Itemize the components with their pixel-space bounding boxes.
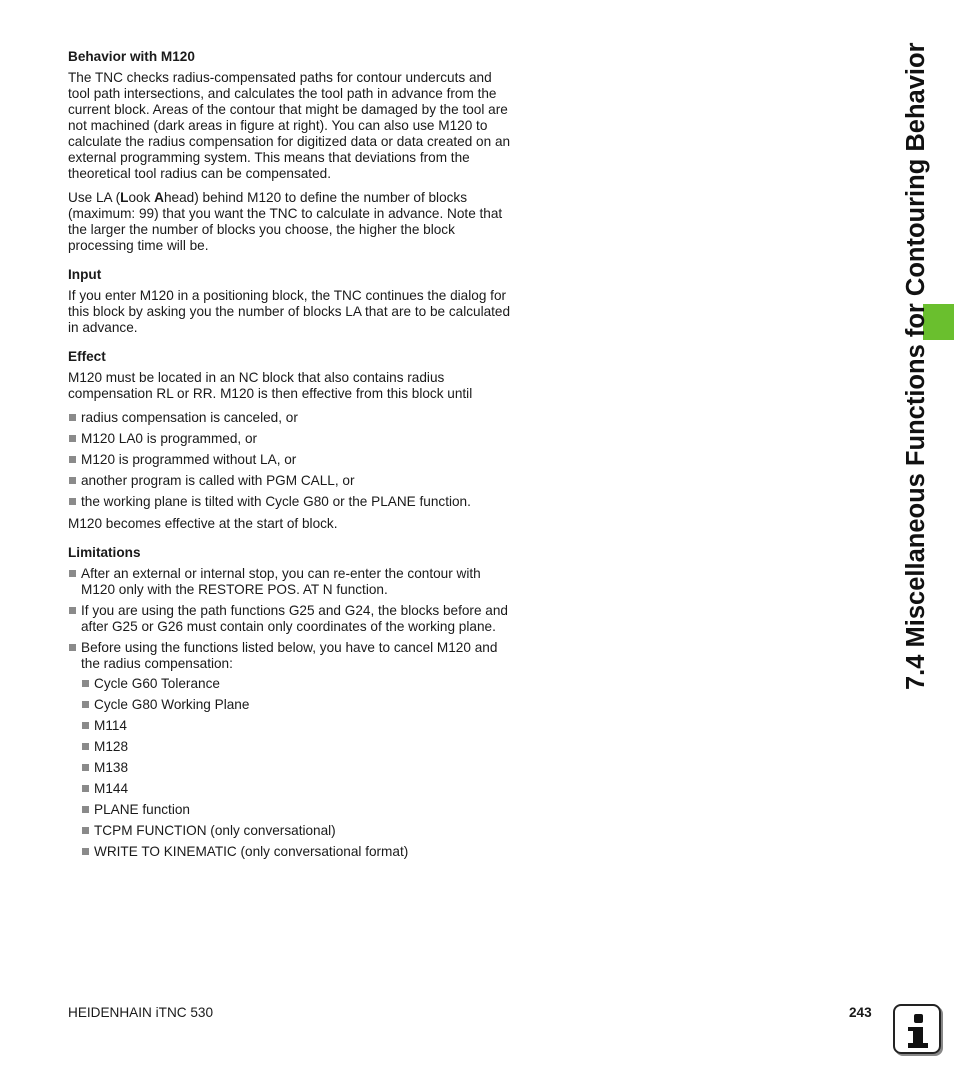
list-item: Before using the functions listed below, you have to cancel M120 and the radius compensation: Cycle G60 Tolerance Cycle G80 Working Plane M114 M128 M138 M144 PLANE function TCPM FUNCTION (only conversational) WRITE TO KINEMATIC (only conversational format) <box>68 640 513 860</box>
list-item: radius compensation is canceled, or <box>68 410 513 426</box>
sub-list-item: Cycle G80 Working Plane <box>81 697 513 713</box>
behavior-paragraph-1: The TNC checks radius-compensated paths for contour undercuts and tool path intersections, and calculates the tool path in advance from the current block. Areas of the contour that might be damaged by the tool are not machined (dark areas in figure at right). You can also use M120 to calculate the radius compensation for digitized data or data created on an external programming system. This means that deviations from the theoretical tool radius can be compensated. <box>68 70 511 181</box>
footer-manual-name: HEIDENHAIN iTNC 530 <box>68 1005 214 1020</box>
sub-list-item: M128 <box>81 739 513 755</box>
sub-list-item: Cycle G60 Tolerance <box>81 676 513 692</box>
heading-effect: Effect <box>68 349 106 364</box>
behavior-paragraph-2: Use LA (Look Ahead) behind M120 to define the number of blocks (maximum: 99) that you want the TNC to calculate in advance. Note that the larger the number of blocks you choose, the higher the block processing time will be. <box>68 190 503 253</box>
list-item: If you are using the path functions G25 and G24, the blocks before and after G25 or G26 must contain only coordinates of the working plane. <box>68 603 513 635</box>
list-item: M120 LA0 is programmed, or <box>68 431 513 447</box>
sub-list-item: TCPM FUNCTION (only conversational) <box>81 823 513 839</box>
limitations-list <box>68 566 513 860</box>
effect-paragraph-1: M120 must be located in an NC block that also contains radius compensation RL or RR. M120 is then effective from this block until <box>68 370 473 401</box>
sub-list-item: M144 <box>81 781 513 797</box>
sub-list-item: M114 <box>81 718 513 734</box>
list-item: M120 is programmed without LA, or <box>68 452 513 468</box>
list-item: After an external or internal stop, you can re-enter the contour with M120 only with the RESTORE POS. AT N function. <box>68 566 513 598</box>
sub-list-item: WRITE TO KINEMATIC (only conversational format) <box>81 844 513 860</box>
side-section-title: 7.4 Miscellaneous Functions for Contouring Behavior <box>902 42 930 690</box>
main-column <box>68 48 513 866</box>
list-item: the working plane is tilted with Cycle G80 or the PLANE function. <box>68 494 513 510</box>
limitations-sublist <box>81 676 513 860</box>
list-item: another program is called with PGM CALL, or <box>68 473 513 489</box>
effect-list <box>68 410 513 510</box>
page-number: 243 <box>849 1005 872 1020</box>
input-paragraph: If you enter M120 in a positioning block, the TNC continues the dialog for this block by asking you the number of blocks LA that are to be calculated in advance. <box>68 288 511 335</box>
effect-paragraph-2: M120 becomes effective at the start of block. <box>68 516 338 531</box>
info-icon <box>893 1004 941 1054</box>
heading-behavior: Behavior with M120 <box>68 49 195 64</box>
sub-list-item: PLANE function <box>81 802 513 818</box>
heading-limitations: Limitations <box>68 545 141 560</box>
sub-list-item: M138 <box>81 760 513 776</box>
heading-input: Input <box>68 267 102 282</box>
